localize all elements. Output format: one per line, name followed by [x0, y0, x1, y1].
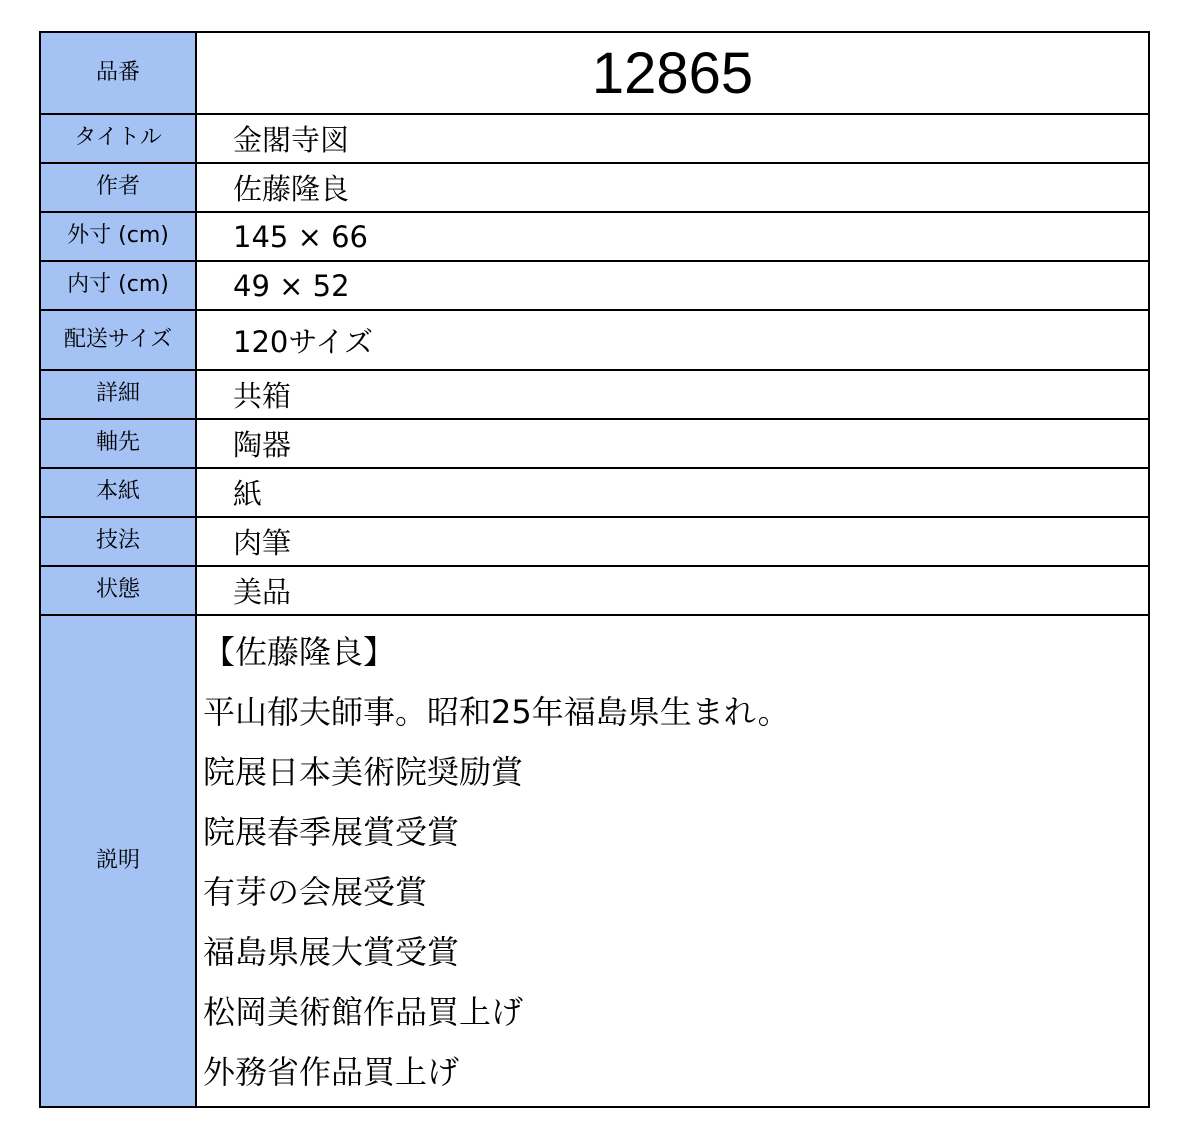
row-product-number — [40, 32, 1149, 114]
row-author — [40, 163, 1149, 212]
value-base-material: 紙 — [196, 468, 1149, 517]
row-description — [40, 615, 1149, 1107]
row-shipping-size — [40, 310, 1149, 370]
value-shipping-size: 120サイズ — [196, 310, 1149, 370]
label-title: タイトル — [40, 114, 196, 163]
value-technique: 肉筆 — [196, 517, 1149, 566]
row-outer-size — [40, 212, 1149, 261]
row-title — [40, 114, 1149, 163]
label-author: 作者 — [40, 163, 196, 212]
description-line: 院展春季展賞受賞 — [203, 813, 460, 851]
label-condition: 状態 — [40, 566, 196, 615]
description-line: 院展日本美術院奨励賞 — [203, 753, 524, 791]
label-details: 詳細 — [40, 370, 196, 419]
label-outer-size: 外寸 (cm) — [40, 212, 196, 261]
value-roller-ends: 陶器 — [196, 419, 1149, 468]
description-heading: 【佐藤隆良】 — [203, 633, 396, 671]
label-product-number: 品番 — [40, 32, 196, 114]
label-shipping-size: 配送サイズ — [40, 310, 196, 370]
value-inner-size: 49 × 52 — [196, 261, 1149, 310]
label-roller-ends: 軸先 — [40, 419, 196, 468]
row-base-material — [40, 468, 1149, 517]
value-outer-size: 145 × 66 — [196, 212, 1149, 261]
value-author: 佐藤隆良 — [196, 163, 1149, 212]
row-technique — [40, 517, 1149, 566]
description-line: 福島県展大賞受賞 — [203, 933, 460, 971]
row-details — [40, 370, 1149, 419]
row-inner-size — [40, 261, 1149, 310]
label-technique: 技法 — [40, 517, 196, 566]
label-base-material: 本紙 — [40, 468, 196, 517]
value-product-number: 12865 — [196, 32, 1149, 114]
value-condition: 美品 — [196, 566, 1149, 615]
value-details: 共箱 — [196, 370, 1149, 419]
label-description: 説明 — [40, 615, 196, 1107]
description-line: 有芽の会展受賞 — [203, 873, 428, 911]
description-line: 松岡美術館作品買上げ — [203, 993, 524, 1031]
value-description — [196, 615, 1149, 1107]
row-condition — [40, 566, 1149, 615]
value-title: 金閣寺図 — [196, 114, 1149, 163]
product-spec-table — [39, 31, 1150, 1108]
description-line: 外務省作品買上げ — [203, 1053, 460, 1091]
description-line: 平山郁夫師事。昭和25年福島県生まれ。 — [203, 693, 790, 731]
row-roller-ends — [40, 419, 1149, 468]
label-inner-size: 内寸 (cm) — [40, 261, 196, 310]
